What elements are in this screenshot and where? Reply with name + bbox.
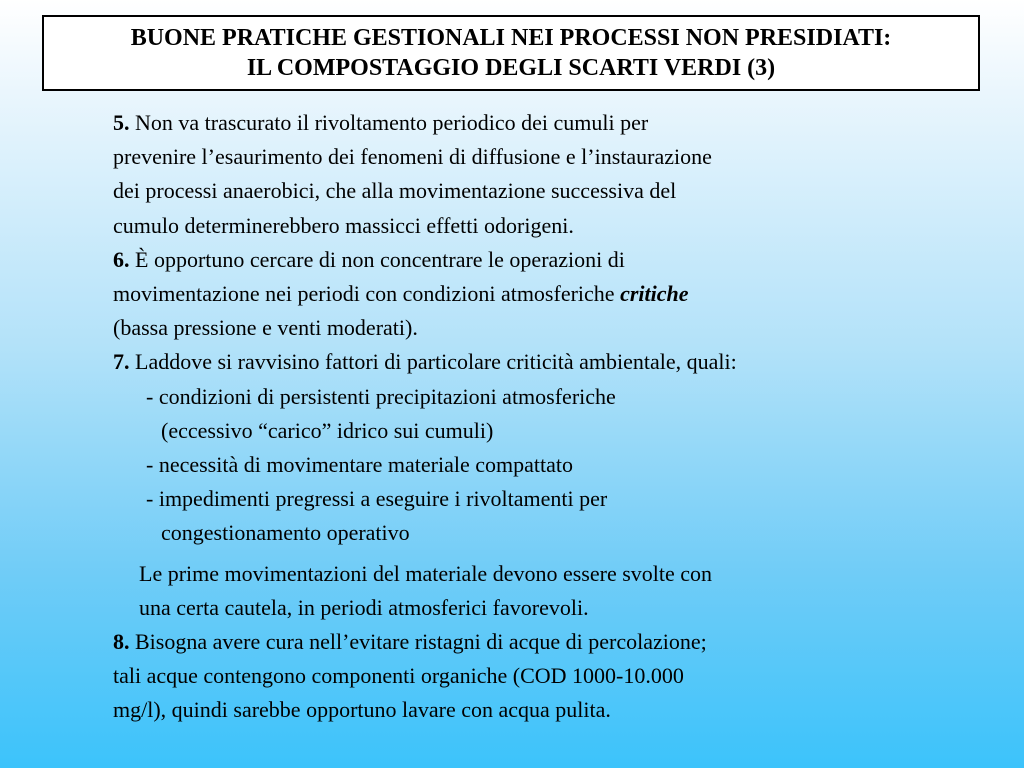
item-6-line-1: [113, 243, 973, 277]
item-5-line-1: [113, 106, 973, 140]
item-8: [113, 625, 973, 728]
item-5-text-1: Non va trascurato il rivoltamento periodico dei cumuli per: [129, 110, 649, 135]
item-7-bullet-3-line-1: - impedimenti pregressi a eseguire i rivoltamenti per: [146, 486, 608, 512]
item-6-line-2: [113, 277, 973, 311]
item-8-text-1: Bisogna avere cura nell’evitare ristagni di acque di percolazione;: [129, 629, 707, 655]
slide-title-line-2: IL COMPOSTAGGIO DEGLI SCARTI VERDI (3): [246, 55, 776, 81]
item-8-line-2: tali acque contengono componenti organiche (COD 1000-10.000: [113, 663, 684, 689]
item-5-line-3: dei processi anaerobici, che alla movimentazione successiva del: [113, 178, 677, 204]
item-6-text-2: movimentazione nei periodi con condizioni atmosferiche: [113, 281, 621, 307]
slide-title-box: [42, 15, 980, 91]
item-7-note-line-1: Le prime movimentazioni del materiale devono essere svolte con: [139, 560, 713, 586]
item-6-text-1: È opportuno cercare di non concentrare le operazioni di: [129, 246, 625, 272]
item-5-number: 5.: [113, 110, 130, 135]
item-7: [113, 345, 973, 625]
item-6-number: 6.: [113, 246, 130, 272]
item-6-line-3: (bassa pressione e venti moderati).: [113, 315, 418, 341]
item-7-text-1: Laddove si ravvisino fattori di particolare criticità ambientale, quali:: [129, 349, 737, 375]
item-7-bullet-2-line-1: - necessità di movimentare materiale compattato: [146, 452, 573, 478]
item-8-line-1: [113, 625, 973, 659]
slide-title-line-1: BUONE PRATICHE GESTIONALI NEI PROCESSI NON PRESIDIATI:: [130, 25, 892, 51]
item-5-line-2: prevenire l’esaurimento dei fenomeni di diffusione e l’instaurazione: [113, 144, 712, 170]
slide-body: [113, 106, 973, 728]
item-7-note-line-2: una certa cautela, in periodi atmosferici favorevoli.: [139, 594, 589, 620]
item-7-bullet-1-line-2: (eccessivo “carico” idrico sui cumuli): [161, 417, 494, 443]
item-7-bullet-3-line-2: congestionamento operativo: [161, 520, 410, 546]
item-5-line-4: cumulo determinerebbero massicci effetti odorigeni.: [113, 212, 574, 238]
item-8-number: 8.: [113, 629, 130, 655]
item-8-line-3: mg/l), quindi sarebbe opportuno lavare con acqua pulita.: [113, 697, 611, 723]
item-7-bullet-1-line-1: - condizioni di persistenti precipitazioni atmosferiche: [146, 383, 616, 409]
item-5: [113, 106, 973, 243]
item-6: [113, 243, 973, 346]
item-7-number: 7.: [113, 349, 130, 375]
item-6-emphasis-critiche: critiche: [620, 281, 689, 307]
item-7-line-1: [113, 345, 973, 379]
